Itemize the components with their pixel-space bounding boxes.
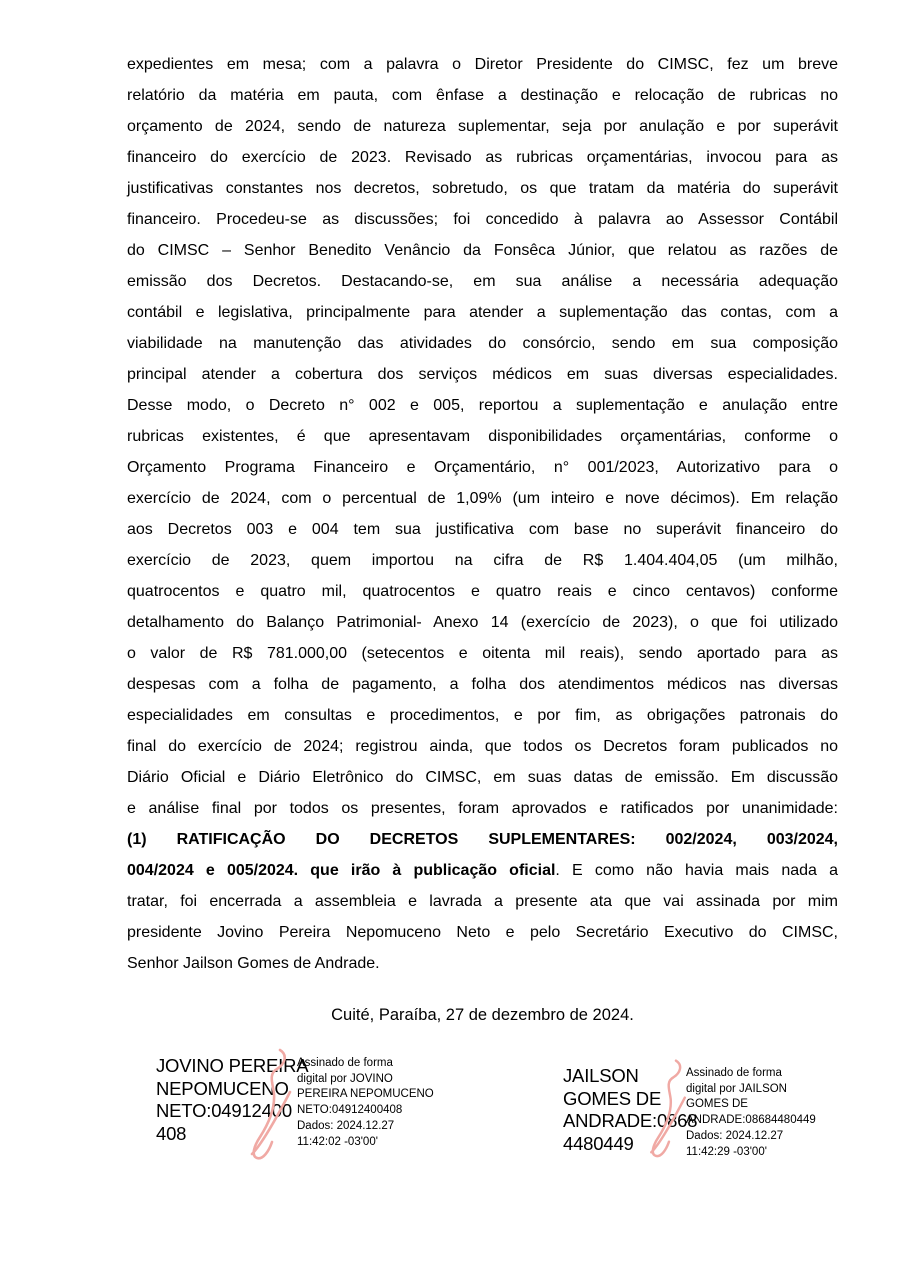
signature-detail-line: GOMES DE — [686, 1098, 748, 1111]
signature-detail-line: PEREIRA NEPOMUCENO — [297, 1088, 434, 1101]
signature-detail-line: Dados: 2024.12.27 — [686, 1129, 784, 1142]
body-line: despesas com a folha de pagamento, a folha dos atendimentos médicos nas diversas — [127, 676, 838, 693]
signature-details — [686, 1066, 816, 1160]
signer-name-line: NETO:04912400 — [156, 1100, 292, 1121]
signature-detail-line: 11:42:02 -03'00' — [297, 1135, 378, 1148]
body-line: Senhor Jailson Gomes de Andrade. — [127, 955, 380, 972]
signature-flourish-icon — [635, 1058, 687, 1162]
body-line: expedientes em mesa; com a palavra o Diretor Presidente do CIMSC, fez um breve — [127, 56, 838, 73]
signature-detail-line: 11:42:29 -03'00' — [686, 1145, 767, 1158]
body-line: 004/2024 e 005/2024. que irão à publicação oficial. E como não havia mais nada a — [127, 862, 838, 879]
signature-field-secretary[interactable] — [563, 1060, 863, 1175]
signer-name-line: JAILSON — [563, 1065, 639, 1086]
signature-detail-line: NETO:04912400408 — [297, 1104, 403, 1117]
signature-detail-line: digital por JAILSON — [686, 1082, 787, 1095]
body-line: quatrocentos e quatro mil, quatrocentos e quatro reais e cinco centavos) conforme — [127, 583, 838, 600]
body-line: (1) RATIFICAÇÃO DO DECRETOS SUPLEMENTARES: 002/2024, 003/2024, — [127, 831, 838, 848]
signature-detail-line: ANDRADE:08684480449 — [686, 1114, 816, 1127]
body-line: do CIMSC – Senhor Benedito Venâncio da Fonsêca Júnior, que relatou as razões de — [127, 242, 838, 259]
signer-name-line: 408 — [156, 1122, 187, 1144]
body-line: orçamento de 2024, sendo de natureza suplementar, seja por anulação e por superávit — [127, 118, 838, 135]
signer-name-line: 4480449 — [563, 1132, 634, 1154]
body-line: Desse modo, o Decreto n° 002 e 005, reportou a suplementação e anulação entre — [127, 397, 838, 414]
body-line: presidente Jovino Pereira Nepomuceno Neto e pelo Secretário Executivo do CIMSC, — [127, 924, 838, 941]
body-line: financeiro do exercício de 2023. Revisado as rubricas orçamentárias, invocou para as — [127, 149, 838, 166]
signature-detail-line: Assinado de forma — [686, 1067, 782, 1079]
document-body — [127, 49, 838, 979]
signature-detail-line: Assinado de forma — [297, 1057, 393, 1069]
body-line: exercício de 2024, com o percentual de 1,09% (um inteiro e nove décimos). Em relação — [127, 490, 838, 507]
signer-name-line: NEPOMUCENO — [156, 1077, 289, 1099]
body-line: rubricas existentes, é que apresentavam disponibilidades orçamentárias, conforme o — [127, 428, 838, 445]
signature-flourish-icon — [234, 1047, 292, 1165]
body-line: e análise final por todos os presentes, foram aprovados e ratificados por unanimidade: — [127, 800, 838, 817]
body-line: exercício de 2023, quem importou na cifra de R$ 1.404.404,05 (um milhão, — [127, 552, 838, 569]
body-line: detalhamento do Balanço Patrimonial- Anexo 14 (exercício de 2023), o que foi utilizado — [127, 614, 838, 631]
body-line: aos Decretos 003 e 004 tem sua justificativa com base no superávit financeiro do — [127, 521, 838, 538]
signer-name-line: ANDRADE:0868 — [563, 1110, 698, 1131]
signer-name-line: GOMES DE — [563, 1087, 662, 1109]
signature-detail-line: digital por JOVINO — [297, 1072, 393, 1085]
body-line: Diário Oficial e Diário Eletrônico do CIMSC, em suas datas de emissão. Em discussão — [127, 769, 838, 786]
body-line: emissão dos Decretos. Destacando-se, em sua análise a necessária adequação — [127, 273, 838, 290]
body-line: viabilidade na manutenção das atividades do consórcio, sendo em sua composição — [127, 335, 838, 352]
body-line: tratar, foi encerrada a assembleia e lavrada a presente ata que vai assinada por mim — [127, 893, 838, 910]
date-line: Cuité, Paraíba, 27 de dezembro de 2024. — [331, 1006, 634, 1024]
body-line: contábil e legislativa, principalmente para atender a suplementação das contas, com a — [127, 304, 838, 321]
body-line: principal atender a cobertura dos serviços médicos em suas diversas especialidades. — [127, 366, 838, 383]
body-line: justificativas constantes nos decretos, sobretudo, os que tratam da matéria do superávit — [127, 180, 838, 197]
body-line: financeiro. Procedeu-se as discussões; foi concedido à palavra ao Assessor Contábil — [127, 211, 838, 228]
body-line: Orçamento Programa Financeiro e Orçamentário, n° 001/2023, Autorizativo para o — [127, 459, 838, 476]
body-line: final do exercício de 2024; registrou ainda, que todos os Decretos foram publicados no — [127, 738, 838, 755]
body-line: especialidades em consultas e procedimentos, e por fim, as obrigações patronais do — [127, 707, 838, 724]
signature-detail-line: Dados: 2024.12.27 — [297, 1119, 395, 1132]
body-line: o valor de R$ 781.000,00 (setecentos e oitenta mil reais), sendo aportado para as — [127, 645, 838, 662]
body-line: relatório da matéria em pauta, com ênfase a destinação e relocação de rubricas no — [127, 87, 838, 104]
signature-details — [297, 1056, 434, 1150]
signature-field-president[interactable] — [156, 1050, 466, 1175]
signer-name-line: JOVINO PEREIRA — [156, 1055, 309, 1076]
